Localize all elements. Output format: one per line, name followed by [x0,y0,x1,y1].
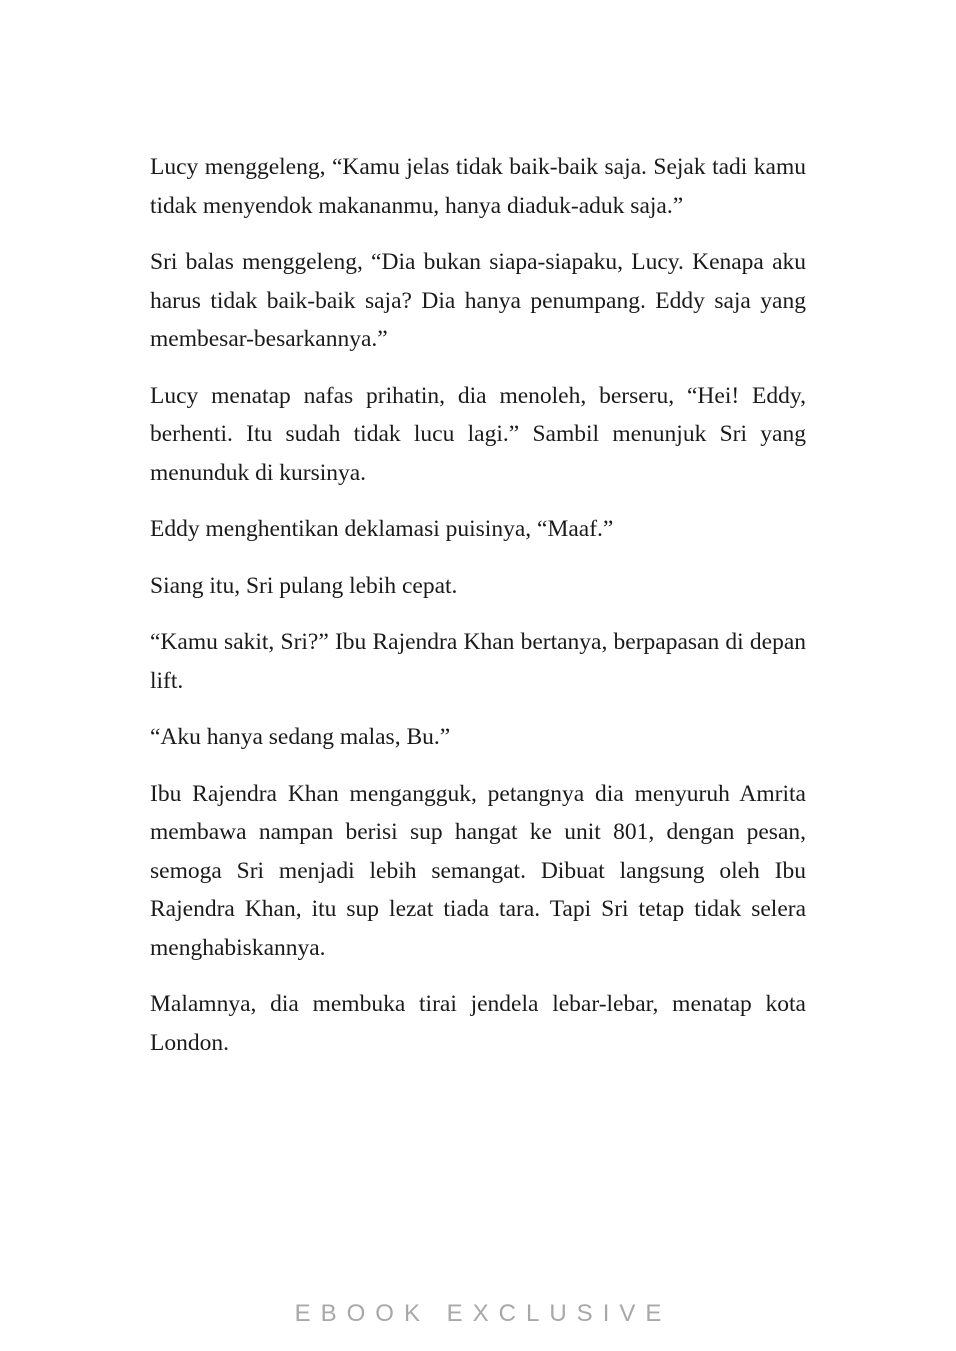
paragraph: Lucy menggeleng, “Kamu jelas tidak baik-baik saja. Sejak tadi kamu tidak menyendok makananmu, hanya diaduk-aduk saja.” [150,154,806,219]
paragraph: Eddy menghentikan deklamasi puisinya, “Maaf.” [150,516,614,542]
paragraph: Siang itu, Sri pulang lebih cepat. [150,572,458,599]
footer-watermark: EBOOK EXCLUSIVE [294,1300,672,1327]
paragraph: Lucy menatap nafas prihatin, dia menoleh, berseru, “Hei! Eddy, berhenti. Itu sudah tidak lucu lagi.” Sambil menunjuk Sri yang menunduk di kursinya. [150,382,806,486]
paragraph: “Kamu sakit, Sri?” Ibu Rajendra Khan bertanya, berpapasan di depan lift. [150,629,806,694]
paragraph: “Aku hanya sedang malas, Bu.” [150,724,451,750]
paragraph: Sri balas menggeleng, “Dia bukan siapa-siapaku, Lucy. Kenapa aku harus tidak baik-baik saja? Dia hanya penumpang. Eddy saja yang membesar-besarkannya.” [150,249,806,352]
paragraph: Ibu Rajendra Khan mengangguk, petangnya dia menyuruh Amrita membawa nampan berisi sup hangat ke unit 801, dengan pesan, semoga Sri menjadi lebih semangat. Dibuat langsung oleh Ibu Rajendra Khan, itu sup lezat tiada tara. Tapi Sri tetap tidak selera menghabiskannya. [150,780,806,961]
paragraph: Malamnya, dia membuka tirai jendela lebar-lebar, menatap kota London. [150,991,806,1056]
page-body-text [150,148,806,1080]
